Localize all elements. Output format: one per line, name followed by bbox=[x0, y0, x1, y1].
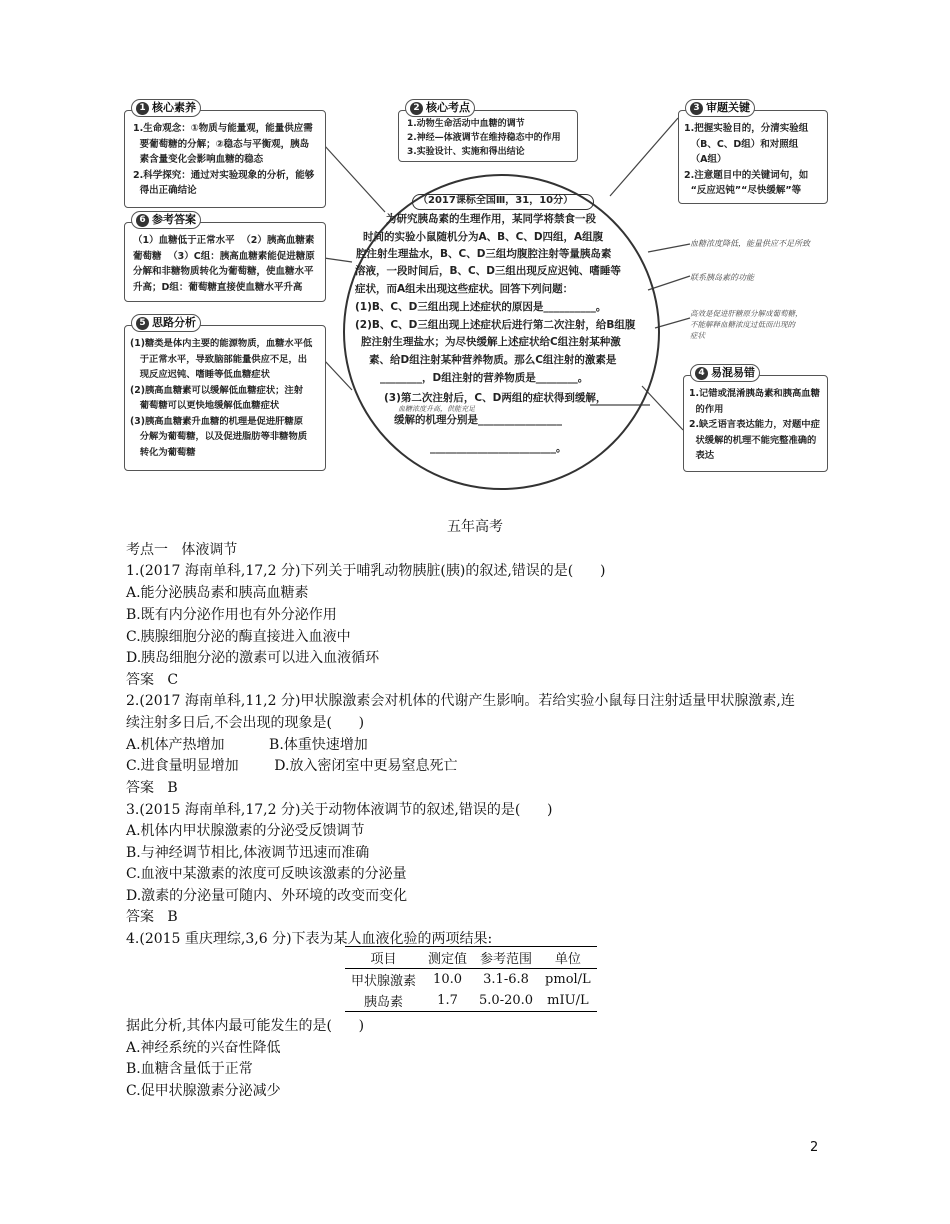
common-errors-box bbox=[683, 366, 828, 472]
box-title: 核心考点 bbox=[426, 101, 470, 114]
section-title: 五年高考 bbox=[447, 519, 503, 535]
question-line: 为研究胰岛素的生理作用，某同学将禁食一段 bbox=[386, 213, 596, 225]
question-line: 症状，而A组未出现这些症状。回答下列问题： bbox=[355, 283, 574, 295]
handwritten-note: 血糖浓度升高，供能充足 bbox=[398, 405, 475, 413]
question-option: A.机体产热增加 B.体重快速增加 bbox=[126, 737, 368, 753]
analysis-header bbox=[131, 314, 201, 332]
common-errors-text: 1.记错或混淆胰岛素和胰高血糖 的作用 2.缺乏语言表达能力，对题中症 状缓解的机理不能完整准确的 表达 bbox=[689, 388, 820, 461]
table-cell: 甲状腺激素 bbox=[351, 974, 417, 989]
question-option: A.能分泌胰岛素和胰高血糖素 bbox=[126, 585, 309, 601]
box-title: 易混易错 bbox=[711, 366, 755, 379]
blood-test-table bbox=[345, 946, 597, 1012]
analysis-text: (1)糖类是体内主要的能源物质，血糖水平低 于正常水平，导致脑部能量供应不足，出 现反应迟钝、嗜睡等低血糖症状 (2)胰高血糖素可以缓解低血糖症状；注射 葡萄糖可以更快地缓解低血糖症状 (3)胰高血糖素升血糖的机理是促进肝糖原 分解为葡萄糖，以及促进脂肪等非糖物质 转化为葡萄糖 bbox=[130, 338, 313, 458]
question-stem: 续注射多日后,不会出现的现象是( ) bbox=[126, 715, 365, 731]
question-stem: 4.(2015 重庆理综,3,6 分)下表为某人血液化验的两项结果: bbox=[126, 931, 493, 947]
question-stem: 1.(2017 海南单科,17,2 分)下列关于哺乳动物胰脏(胰)的叙述,错误的是( ) bbox=[126, 563, 606, 579]
table-cell: 10.0 bbox=[433, 972, 462, 987]
core-topic-box bbox=[398, 101, 578, 162]
table-row bbox=[345, 990, 597, 1012]
question-line: 缓解的机理分别是________________ bbox=[394, 414, 562, 426]
table-row bbox=[345, 969, 597, 991]
question-option: D.胰岛细胞分泌的激素可以进入血液循环 bbox=[126, 650, 380, 666]
question-line: ________________________。 bbox=[430, 442, 567, 454]
answer-label: 答案 B bbox=[126, 780, 178, 796]
box-title: 审题关键 bbox=[706, 101, 750, 114]
topic-heading: 考点一 体液调节 bbox=[126, 542, 238, 558]
table-header: 测定值 bbox=[428, 952, 468, 967]
key-points-box bbox=[678, 101, 828, 204]
question-line: 溶液，一段时间后，B、C、D三组出现反应迟钝、嗜睡等 bbox=[355, 265, 621, 277]
question-line: (3)第二次注射后，C、D两组的症状得到缓解， bbox=[384, 392, 607, 404]
badge-number: 4 bbox=[695, 367, 708, 380]
key-points-header bbox=[685, 99, 755, 117]
source-label: （2017课标全国Ⅲ，31，10分） bbox=[418, 195, 574, 206]
table-cell: 3.1-6.8 bbox=[483, 972, 529, 987]
table-cell: 1.7 bbox=[437, 993, 458, 1008]
question-option: B.与神经调节相比,体液调节迅速而准确 bbox=[126, 845, 370, 861]
question-line: 素、给D组注射某种营养物质。那么C组注射的激素是 bbox=[369, 354, 617, 366]
core-topic-text: 1.动物生命活动中血糖的调节 2.神经—体液调节在维持稳态中的作用 3.实验设计、实施和得出结论 bbox=[407, 119, 561, 157]
core-topic-header bbox=[405, 99, 475, 117]
reference-answer-box bbox=[124, 213, 326, 302]
table-cell: pmol/L bbox=[545, 972, 591, 987]
badge-number: 1 bbox=[136, 102, 149, 115]
badge-number: 6 bbox=[136, 214, 149, 227]
question-option: B.既有内分泌作用也有外分泌作用 bbox=[126, 607, 337, 623]
answer-label: 答案 C bbox=[126, 672, 179, 688]
handwritten-note: 联系胰岛素的功能 bbox=[690, 273, 754, 282]
badge-number: 2 bbox=[410, 102, 423, 115]
question-option: A.神经系统的兴奋性降低 bbox=[126, 1040, 281, 1056]
core-literacy-text: 1.生命观念：①物质与能量观，能量供应需 要葡萄糖的分解；②稳态与平衡观，胰岛 素含量变化会影响血糖的稳态 2.科学探究：通过对实验现象的分析，能够 得出正确结论 bbox=[133, 123, 315, 196]
common-errors-header bbox=[690, 364, 760, 382]
table-header: 项目 bbox=[370, 952, 397, 967]
question-line: ________，D组注射的营养物质是________。 bbox=[380, 372, 589, 384]
question-stem: 2.(2017 海南单科,11,2 分)甲状腺激素会对机体的代谢产生影响。若给实验小鼠每日注射适量甲状腺激素,连 bbox=[126, 693, 795, 709]
question-line: (1)B、C、D三组出现上述症状的原因是__________。 bbox=[355, 301, 607, 313]
handwritten-note: 血糖浓度降低，能量供应不足所致 bbox=[690, 239, 810, 248]
reference-answer-header bbox=[131, 211, 201, 229]
badge-number: 3 bbox=[690, 102, 703, 115]
analysis-box bbox=[124, 316, 326, 471]
question-line: 腔注射生理盐水；为尽快缓解上述症状给C组注射某种激 bbox=[361, 336, 621, 348]
answer-label: 答案 B bbox=[126, 909, 178, 925]
badge-number: 5 bbox=[136, 317, 149, 330]
question-option: C.血液中某激素的浓度可反映该激素的分泌量 bbox=[126, 866, 407, 882]
question-option: C.促甲状腺激素分泌减少 bbox=[126, 1083, 281, 1099]
box-title: 核心素养 bbox=[152, 101, 196, 114]
question-option: C.进食量明显增加 D.放入密闭室中更易窒息死亡 bbox=[126, 758, 458, 774]
table-header-row bbox=[345, 947, 597, 969]
question-option: D.激素的分泌量可随内、外环境的改变而变化 bbox=[126, 888, 408, 904]
box-title: 参考答案 bbox=[152, 213, 196, 226]
question-line: 腔注射生理盐水，B、C、D三组均腹腔注射等量胰岛素 bbox=[356, 248, 612, 260]
core-literacy-header bbox=[131, 99, 201, 117]
question-line: 时间的实验小鼠随机分为A、B、C、D四组，A组腹 bbox=[363, 231, 604, 243]
question-option: C.胰腺细胞分泌的酶直接进入血液中 bbox=[126, 629, 351, 645]
question-line: (2)B、C、D三组出现上述症状后进行第二次注射，给B组腹 bbox=[355, 319, 636, 331]
core-literacy-box bbox=[124, 101, 326, 208]
question-option: B.血糖含量低于正常 bbox=[126, 1061, 253, 1077]
question-option: A.机体内甲状腺激素的分泌受反馈调节 bbox=[126, 823, 365, 839]
page-number: 2 bbox=[810, 1140, 819, 1155]
question-stem: 3.(2015 海南单科,17,2 分)关于动物体液调节的叙述,错误的是( ) bbox=[126, 802, 553, 818]
handwritten-note: 高效是促进肝糖原分解成葡萄糖， 不能解释血糖浓度过低而出现的 症状 bbox=[690, 309, 803, 340]
table-header: 单位 bbox=[554, 952, 581, 967]
key-points-text: 1.把握实验目的，分清实验组 （B、C、D组）和对照组 （A组） 2.注意题目中的关键词句，如 “反应迟钝”“尽快缓解”等 bbox=[684, 123, 809, 196]
reference-answer-text: （1）血糖低于正常水平 （2）胰高血糖素 葡萄糖 （3）C组：胰高血糖素能促进糖原 分解和非糖物质转化为葡萄糖，使血糖水平 升高；D组：葡萄糖直接使血糖水平升高 bbox=[133, 235, 315, 293]
table-header: 参考范围 bbox=[480, 952, 533, 967]
table-cell: 胰岛素 bbox=[364, 995, 404, 1010]
box-title: 思路分析 bbox=[152, 316, 196, 329]
table-cell: 5.0-20.0 bbox=[479, 993, 534, 1008]
question-stem: 据此分析,其体内最可能发生的是( ) bbox=[126, 1018, 365, 1034]
table-cell: mIU/L bbox=[547, 993, 589, 1008]
